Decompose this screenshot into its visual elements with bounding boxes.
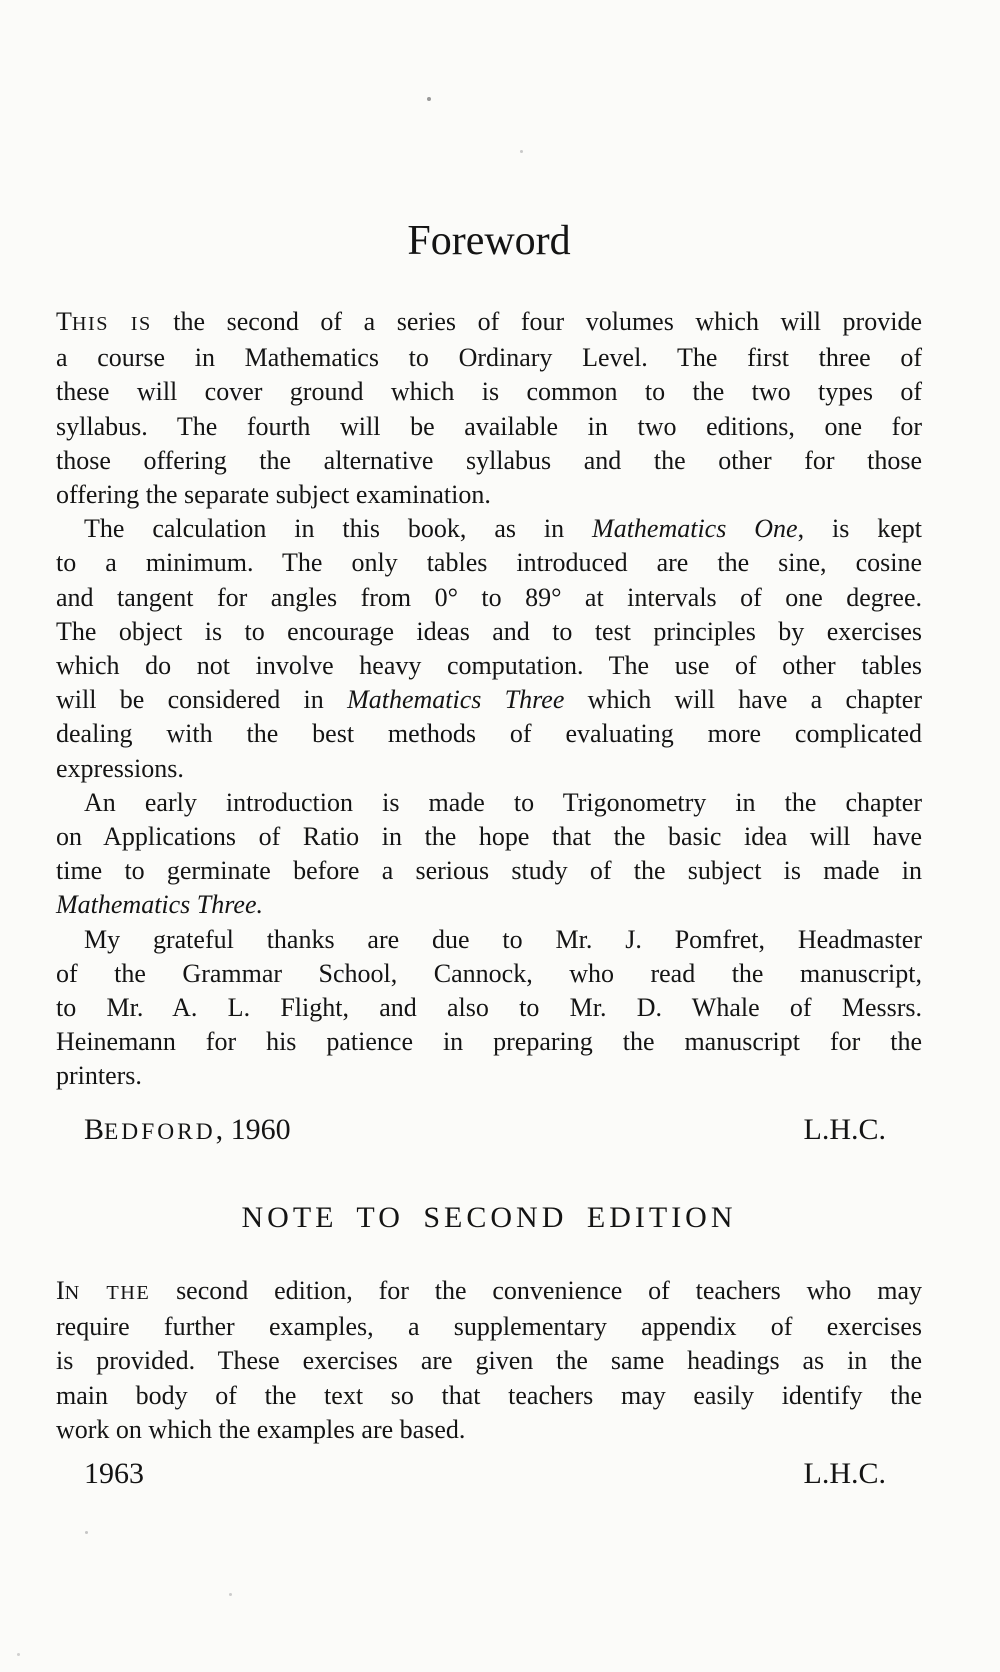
text-line <box>56 615 922 649</box>
text-segment: N THE <box>64 1282 151 1304</box>
text-line <box>56 854 922 888</box>
text-segment: these will cover ground which is common to the two types of <box>56 377 922 407</box>
text-segment: , 1960 <box>215 1113 291 1146</box>
text-line <box>56 375 922 409</box>
paragraph <box>56 786 922 923</box>
text-segment: main body of the text so that teachers may easily identify the <box>56 1380 922 1410</box>
text-segment: expressions. <box>56 753 184 783</box>
text-segment: 1963 <box>84 1457 144 1490</box>
foreword-body <box>56 305 922 1094</box>
text-segment: to Mr. A. L. Flight, and also to Mr. D. Whale of Messrs. <box>56 993 922 1023</box>
text-line <box>56 957 922 991</box>
scan-speck <box>229 1593 232 1596</box>
signature-row-1963 <box>56 1459 922 1489</box>
text-line <box>56 1344 922 1378</box>
text-segment: EDFORD <box>104 1119 216 1145</box>
text-line <box>56 341 922 375</box>
text-segment: which do not involve heavy computation. The use of other tables <box>56 651 922 681</box>
text-line <box>56 1379 922 1413</box>
text-line <box>56 1310 922 1344</box>
text-segment: I <box>56 1276 65 1305</box>
text-segment: a course in Mathematics to Ordinary Level. The first three of <box>56 343 922 373</box>
text-segment: Mathematics Three. <box>56 890 263 920</box>
scan-speck <box>85 1531 88 1534</box>
text-segment: The calculation in this book, as in <box>84 514 593 544</box>
text-line <box>56 512 922 546</box>
text-segment: which will have a chapter <box>564 685 923 715</box>
text-segment: HIS IS <box>71 313 152 335</box>
text-segment: and tangent for angles from 0° to 89° at intervals of one degree. <box>56 582 922 612</box>
text-line <box>56 649 922 683</box>
paragraph <box>56 305 922 512</box>
signature-date <box>56 1459 144 1489</box>
text-line <box>56 888 922 922</box>
text-segment: Mathematics Three <box>347 685 565 715</box>
text-line <box>56 581 922 615</box>
text-segment: , is kept <box>797 514 922 544</box>
scan-speck <box>427 97 431 101</box>
text-line <box>56 991 922 1025</box>
text-line <box>56 410 922 444</box>
text-segment: dealing with the best methods of evaluating more complicated <box>56 719 922 749</box>
text-segment: My grateful thanks are due to Mr. J. Pomfret, Headmaster <box>84 924 922 954</box>
scan-speck <box>520 150 523 153</box>
text-line <box>56 683 922 717</box>
text-line <box>56 1025 922 1059</box>
text-segment: B <box>84 1113 105 1146</box>
note-body <box>56 1274 922 1447</box>
text-segment: work on which the examples are based. <box>56 1414 466 1444</box>
text-segment: Heinemann for his patience in preparing the manuscript for the <box>56 1027 922 1057</box>
signature-row-1960 <box>56 1115 922 1145</box>
text-segment: will be considered in <box>56 685 348 715</box>
text-segment: syllabus. The fourth will be available in two editions, one for <box>56 411 922 441</box>
signature-initials: L.H.C. <box>803 1457 886 1490</box>
text-segment: second edition, for the convenience of teachers who may <box>150 1276 922 1305</box>
text-line <box>56 923 922 957</box>
text-segment: The object is to encourage ideas and to test principles by exercises <box>56 616 922 646</box>
scan-speck <box>17 1653 20 1656</box>
text-segment: on Applications of Ratio in the hope that the basic idea will have <box>56 822 922 852</box>
text-segment: An early introduction is made to Trigonometry in the chapter <box>84 787 922 817</box>
text-segment: to a minimum. The only tables introduced are the sine, cosine <box>56 548 922 578</box>
text-segment: is provided. These exercises are given the same headings as in the <box>56 1346 922 1376</box>
text-line <box>56 1059 922 1093</box>
text-line <box>56 546 922 580</box>
text-line <box>56 1413 922 1447</box>
signature-place-date <box>56 1115 291 1145</box>
text-line <box>56 444 922 478</box>
text-line <box>56 305 922 341</box>
page-title: Foreword <box>407 218 571 264</box>
text-line <box>56 478 922 512</box>
text-line <box>56 820 922 854</box>
text-segment: offering the separate subject examination. <box>56 480 491 510</box>
text-segment: those offering the alternative syllabus and the other for those <box>56 445 922 475</box>
paragraph <box>56 923 922 1094</box>
text-line <box>56 752 922 786</box>
text-line <box>56 717 922 751</box>
text-segment: T <box>56 307 72 336</box>
text-segment: require further examples, a supplementary appendix of exercises <box>56 1312 922 1342</box>
text-segment: time to germinate before a serious study of the subject is made in <box>56 856 922 886</box>
text-line <box>56 1274 922 1310</box>
text-segment: Mathematics One <box>592 514 798 544</box>
text-segment: the second of a series of four volumes which will provide <box>151 307 922 336</box>
text-segment: printers. <box>56 1061 142 1091</box>
paragraph <box>56 1274 922 1447</box>
text-segment: of the Grammar School, Cannock, who read the manuscript, <box>56 958 922 988</box>
text-line <box>56 786 922 820</box>
signature-initials: L.H.C. <box>803 1113 886 1146</box>
paragraph <box>56 512 922 786</box>
note-heading: NOTE TO SECOND EDITION <box>241 1201 737 1234</box>
